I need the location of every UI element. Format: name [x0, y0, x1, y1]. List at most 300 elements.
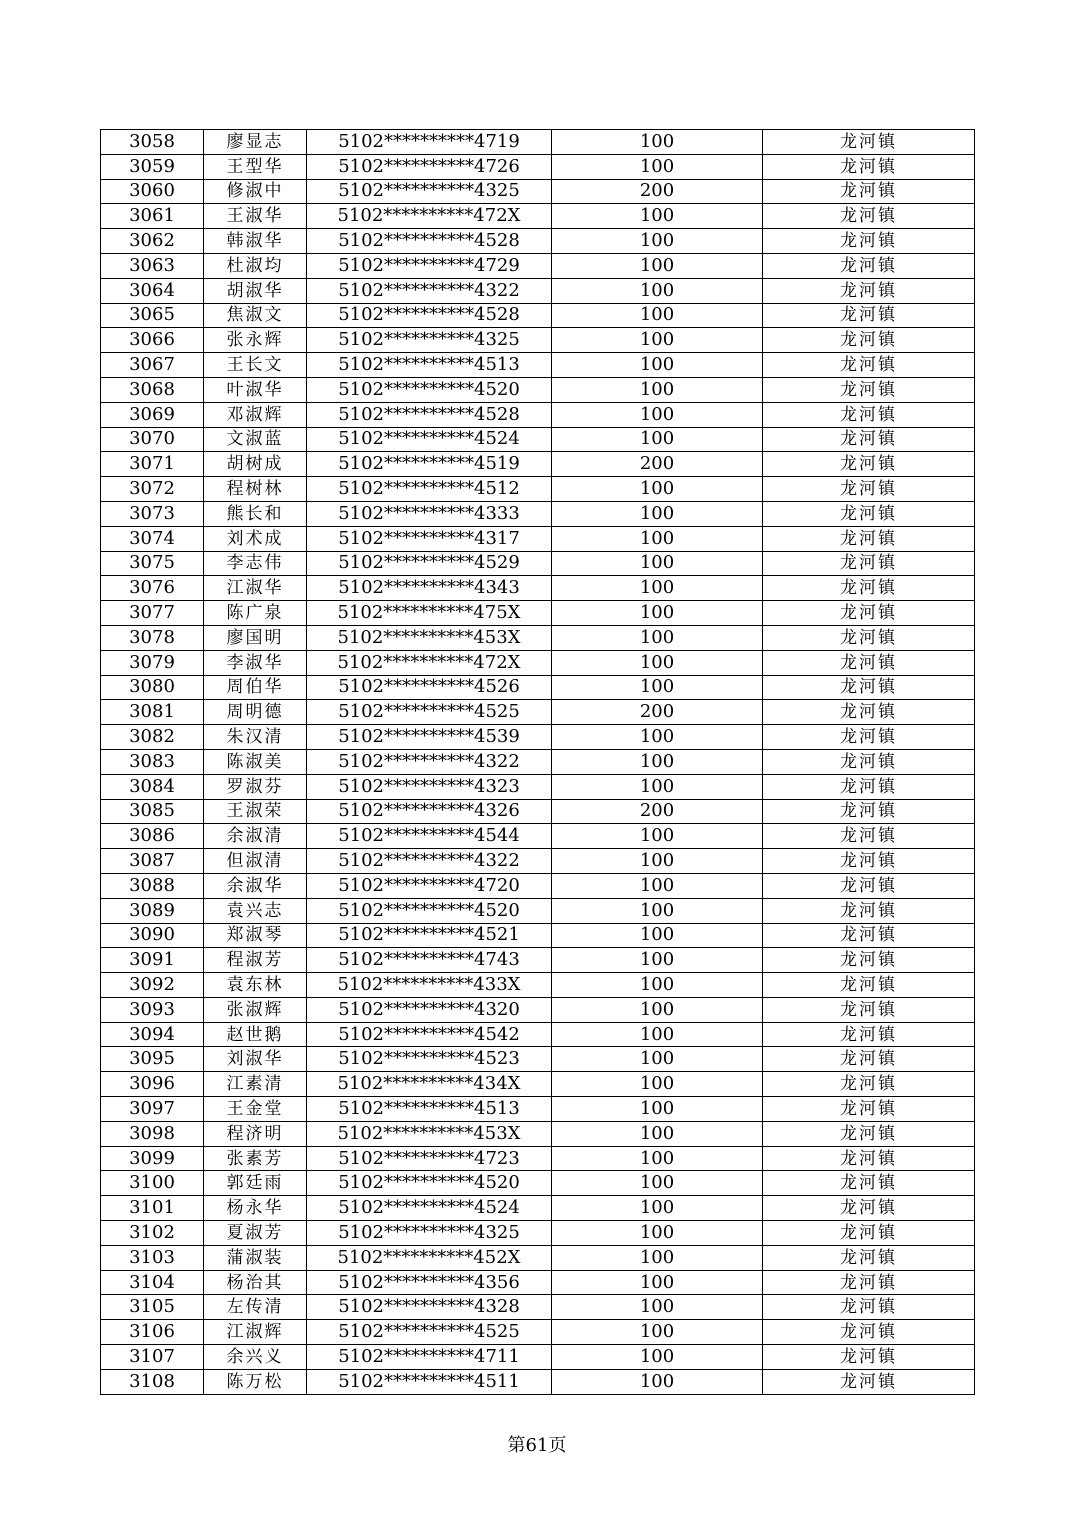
amount-cell: 100	[552, 1171, 763, 1196]
id-number-cell: 5102**********4542	[307, 1022, 552, 1047]
amount-cell: 100	[552, 997, 763, 1022]
name-cell: 张淑辉	[204, 997, 307, 1022]
name-cell: 赵世鹅	[204, 1022, 307, 1047]
table-row	[101, 849, 975, 874]
name-cell: 罗淑芬	[204, 774, 307, 799]
town-cell: 龙河镇	[763, 526, 975, 551]
table-row	[101, 1022, 975, 1047]
row-number-cell: 3060	[101, 179, 204, 204]
id-number-cell: 5102**********4520	[307, 1171, 552, 1196]
name-cell: 王淑华	[204, 204, 307, 229]
town-cell: 龙河镇	[763, 501, 975, 526]
row-number-cell: 3087	[101, 849, 204, 874]
name-cell: 江淑华	[204, 576, 307, 601]
name-cell: 廖国明	[204, 625, 307, 650]
id-number-cell: 5102**********4519	[307, 452, 552, 477]
table-row	[101, 377, 975, 402]
table-row	[101, 1221, 975, 1246]
table-row	[101, 204, 975, 229]
table-row	[101, 353, 975, 378]
row-number-cell: 3078	[101, 625, 204, 650]
amount-cell: 100	[552, 1245, 763, 1270]
town-cell: 龙河镇	[763, 402, 975, 427]
name-cell: 夏淑芳	[204, 1221, 307, 1246]
row-number-cell: 3102	[101, 1221, 204, 1246]
name-cell: 余兴义	[204, 1345, 307, 1370]
table-row	[101, 923, 975, 948]
row-number-cell: 3081	[101, 700, 204, 725]
name-cell: 王淑荣	[204, 799, 307, 824]
table-row	[101, 303, 975, 328]
id-number-cell: 5102**********4513	[307, 353, 552, 378]
table-row	[101, 650, 975, 675]
amount-cell: 100	[552, 650, 763, 675]
name-cell: 修淑中	[204, 179, 307, 204]
amount-cell: 100	[552, 1196, 763, 1221]
table-row	[101, 1121, 975, 1146]
amount-cell: 100	[552, 1221, 763, 1246]
id-number-cell: 5102**********4520	[307, 377, 552, 402]
id-number-cell: 5102**********4343	[307, 576, 552, 601]
amount-cell: 100	[552, 725, 763, 750]
id-number-cell: 5102**********453X	[307, 1121, 552, 1146]
amount-cell: 100	[552, 377, 763, 402]
town-cell: 龙河镇	[763, 799, 975, 824]
id-number-cell: 5102**********4528	[307, 402, 552, 427]
table-row	[101, 725, 975, 750]
id-number-cell: 5102**********4325	[307, 328, 552, 353]
id-number-cell: 5102**********4322	[307, 849, 552, 874]
amount-cell: 100	[552, 278, 763, 303]
town-cell: 龙河镇	[763, 229, 975, 254]
amount-cell: 100	[552, 923, 763, 948]
id-number-cell: 5102**********4322	[307, 278, 552, 303]
table-row	[101, 824, 975, 849]
id-number-cell: 5102**********4511	[307, 1369, 552, 1394]
amount-cell: 200	[552, 452, 763, 477]
amount-cell: 100	[552, 1146, 763, 1171]
amount-cell: 100	[552, 1121, 763, 1146]
id-number-cell: 5102**********472X	[307, 650, 552, 675]
town-cell: 龙河镇	[763, 576, 975, 601]
row-number-cell: 3065	[101, 303, 204, 328]
amount-cell: 100	[552, 328, 763, 353]
row-number-cell: 3066	[101, 328, 204, 353]
amount-cell: 100	[552, 477, 763, 502]
town-cell: 龙河镇	[763, 1345, 975, 1370]
table-row	[101, 576, 975, 601]
town-cell: 龙河镇	[763, 824, 975, 849]
table-row	[101, 1196, 975, 1221]
town-cell: 龙河镇	[763, 204, 975, 229]
table-row	[101, 1047, 975, 1072]
row-number-cell: 3077	[101, 601, 204, 626]
town-cell: 龙河镇	[763, 1072, 975, 1097]
table-row	[101, 452, 975, 477]
row-number-cell: 3083	[101, 749, 204, 774]
name-cell: 郭廷雨	[204, 1171, 307, 1196]
id-number-cell: 5102**********452X	[307, 1245, 552, 1270]
id-number-cell: 5102**********4726	[307, 154, 552, 179]
id-number-cell: 5102**********4356	[307, 1270, 552, 1295]
table-row	[101, 749, 975, 774]
row-number-cell: 3097	[101, 1097, 204, 1122]
amount-cell: 100	[552, 824, 763, 849]
amount-cell: 100	[552, 526, 763, 551]
town-cell: 龙河镇	[763, 328, 975, 353]
town-cell: 龙河镇	[763, 353, 975, 378]
amount-cell: 100	[552, 873, 763, 898]
id-number-cell: 5102**********4323	[307, 774, 552, 799]
town-cell: 龙河镇	[763, 923, 975, 948]
name-cell: 杨永华	[204, 1196, 307, 1221]
town-cell: 龙河镇	[763, 1320, 975, 1345]
town-cell: 龙河镇	[763, 477, 975, 502]
id-number-cell: 5102**********4524	[307, 1196, 552, 1221]
name-cell: 程淑芳	[204, 948, 307, 973]
amount-cell: 100	[552, 1345, 763, 1370]
amount-cell: 100	[552, 303, 763, 328]
amount-cell: 100	[552, 427, 763, 452]
row-number-cell: 3093	[101, 997, 204, 1022]
row-number-cell: 3063	[101, 253, 204, 278]
name-cell: 焦淑文	[204, 303, 307, 328]
town-cell: 龙河镇	[763, 898, 975, 923]
row-number-cell: 3076	[101, 576, 204, 601]
name-cell: 刘淑华	[204, 1047, 307, 1072]
row-number-cell: 3094	[101, 1022, 204, 1047]
id-number-cell: 5102**********4539	[307, 725, 552, 750]
amount-cell: 100	[552, 130, 763, 155]
name-cell: 刘术成	[204, 526, 307, 551]
table-row	[101, 873, 975, 898]
name-cell: 廖显志	[204, 130, 307, 155]
row-number-cell: 3069	[101, 402, 204, 427]
row-number-cell: 3070	[101, 427, 204, 452]
table-row	[101, 973, 975, 998]
table-row	[101, 328, 975, 353]
page-number: 第61页	[507, 1435, 567, 1456]
table-row	[101, 253, 975, 278]
table-row	[101, 1072, 975, 1097]
amount-cell: 100	[552, 1369, 763, 1394]
name-cell: 蒲淑装	[204, 1245, 307, 1270]
id-number-cell: 5102**********4729	[307, 253, 552, 278]
name-cell: 文淑蓝	[204, 427, 307, 452]
town-cell: 龙河镇	[763, 1221, 975, 1246]
id-number-cell: 5102**********4723	[307, 1146, 552, 1171]
row-number-cell: 3096	[101, 1072, 204, 1097]
amount-cell: 200	[552, 700, 763, 725]
id-number-cell: 5102**********4520	[307, 898, 552, 923]
name-cell: 郑淑琴	[204, 923, 307, 948]
row-number-cell: 3100	[101, 1171, 204, 1196]
amount-cell: 100	[552, 253, 763, 278]
row-number-cell: 3086	[101, 824, 204, 849]
row-number-cell: 3106	[101, 1320, 204, 1345]
name-cell: 邓淑辉	[204, 402, 307, 427]
id-number-cell: 5102**********434X	[307, 1072, 552, 1097]
name-cell: 朱汉清	[204, 725, 307, 750]
table-row	[101, 948, 975, 973]
amount-cell: 100	[552, 353, 763, 378]
amount-cell: 100	[552, 576, 763, 601]
row-number-cell: 3090	[101, 923, 204, 948]
name-cell: 周明德	[204, 700, 307, 725]
table-row	[101, 278, 975, 303]
table-row	[101, 1097, 975, 1122]
row-number-cell: 3080	[101, 675, 204, 700]
amount-cell: 200	[552, 179, 763, 204]
records-table-body	[101, 130, 975, 1395]
row-number-cell: 3061	[101, 204, 204, 229]
row-number-cell: 3075	[101, 551, 204, 576]
amount-cell: 100	[552, 1320, 763, 1345]
name-cell: 张永辉	[204, 328, 307, 353]
row-number-cell: 3108	[101, 1369, 204, 1394]
table-row	[101, 1295, 975, 1320]
amount-cell: 100	[552, 501, 763, 526]
id-number-cell: 5102**********4525	[307, 1320, 552, 1345]
name-cell: 江淑辉	[204, 1320, 307, 1345]
row-number-cell: 3072	[101, 477, 204, 502]
name-cell: 陈淑美	[204, 749, 307, 774]
id-number-cell: 5102**********4743	[307, 948, 552, 973]
row-number-cell: 3089	[101, 898, 204, 923]
id-number-cell: 5102**********4711	[307, 1345, 552, 1370]
amount-cell: 100	[552, 1295, 763, 1320]
table-row	[101, 402, 975, 427]
name-cell: 杜淑均	[204, 253, 307, 278]
table-row	[101, 1270, 975, 1295]
table-row	[101, 625, 975, 650]
town-cell: 龙河镇	[763, 973, 975, 998]
amount-cell: 100	[552, 1072, 763, 1097]
amount-cell: 100	[552, 551, 763, 576]
town-cell: 龙河镇	[763, 700, 975, 725]
name-cell: 韩淑华	[204, 229, 307, 254]
amount-cell: 100	[552, 1097, 763, 1122]
town-cell: 龙河镇	[763, 1171, 975, 1196]
table-row	[101, 154, 975, 179]
town-cell: 龙河镇	[763, 551, 975, 576]
id-number-cell: 5102**********4720	[307, 873, 552, 898]
name-cell: 余淑华	[204, 873, 307, 898]
name-cell: 袁兴志	[204, 898, 307, 923]
name-cell: 叶淑华	[204, 377, 307, 402]
row-number-cell: 3058	[101, 130, 204, 155]
name-cell: 胡树成	[204, 452, 307, 477]
id-number-cell: 5102**********4526	[307, 675, 552, 700]
id-number-cell: 5102**********4544	[307, 824, 552, 849]
id-number-cell: 5102**********4525	[307, 700, 552, 725]
name-cell: 江素清	[204, 1072, 307, 1097]
table-row	[101, 774, 975, 799]
id-number-cell: 5102**********4512	[307, 477, 552, 502]
amount-cell: 100	[552, 849, 763, 874]
row-number-cell: 3095	[101, 1047, 204, 1072]
id-number-cell: 5102**********4317	[307, 526, 552, 551]
id-number-cell: 5102**********4528	[307, 303, 552, 328]
town-cell: 龙河镇	[763, 675, 975, 700]
amount-cell: 100	[552, 1022, 763, 1047]
name-cell: 张素芳	[204, 1146, 307, 1171]
town-cell: 龙河镇	[763, 873, 975, 898]
town-cell: 龙河镇	[763, 625, 975, 650]
id-number-cell: 5102**********4320	[307, 997, 552, 1022]
amount-cell: 100	[552, 774, 763, 799]
town-cell: 龙河镇	[763, 377, 975, 402]
amount-cell: 200	[552, 799, 763, 824]
name-cell: 王长文	[204, 353, 307, 378]
amount-cell: 100	[552, 1270, 763, 1295]
town-cell: 龙河镇	[763, 1196, 975, 1221]
id-number-cell: 5102**********453X	[307, 625, 552, 650]
row-number-cell: 3073	[101, 501, 204, 526]
name-cell: 程济明	[204, 1121, 307, 1146]
name-cell: 熊长和	[204, 501, 307, 526]
table-row	[101, 526, 975, 551]
row-number-cell: 3064	[101, 278, 204, 303]
id-number-cell: 5102**********4528	[307, 229, 552, 254]
id-number-cell: 5102**********4325	[307, 1221, 552, 1246]
id-number-cell: 5102**********4328	[307, 1295, 552, 1320]
row-number-cell: 3107	[101, 1345, 204, 1370]
id-number-cell: 5102**********4719	[307, 130, 552, 155]
amount-cell: 100	[552, 154, 763, 179]
id-number-cell: 5102**********4523	[307, 1047, 552, 1072]
town-cell: 龙河镇	[763, 601, 975, 626]
table-row	[101, 700, 975, 725]
amount-cell: 100	[552, 204, 763, 229]
amount-cell: 100	[552, 1047, 763, 1072]
town-cell: 龙河镇	[763, 1047, 975, 1072]
row-number-cell: 3079	[101, 650, 204, 675]
name-cell: 杨治其	[204, 1270, 307, 1295]
amount-cell: 100	[552, 625, 763, 650]
town-cell: 龙河镇	[763, 1245, 975, 1270]
row-number-cell: 3085	[101, 799, 204, 824]
name-cell: 左传清	[204, 1295, 307, 1320]
id-number-cell: 5102**********4529	[307, 551, 552, 576]
amount-cell: 100	[552, 973, 763, 998]
amount-cell: 100	[552, 601, 763, 626]
row-number-cell: 3092	[101, 973, 204, 998]
town-cell: 龙河镇	[763, 774, 975, 799]
id-number-cell: 5102**********4322	[307, 749, 552, 774]
table-row	[101, 229, 975, 254]
amount-cell: 100	[552, 402, 763, 427]
table-row	[101, 477, 975, 502]
row-number-cell: 3068	[101, 377, 204, 402]
table-row	[101, 1320, 975, 1345]
town-cell: 龙河镇	[763, 179, 975, 204]
name-cell: 余淑清	[204, 824, 307, 849]
row-number-cell: 3091	[101, 948, 204, 973]
name-cell: 李志伟	[204, 551, 307, 576]
table-row	[101, 1245, 975, 1270]
table-row	[101, 1146, 975, 1171]
row-number-cell: 3105	[101, 1295, 204, 1320]
id-number-cell: 5102**********4513	[307, 1097, 552, 1122]
id-number-cell: 5102**********472X	[307, 204, 552, 229]
row-number-cell: 3084	[101, 774, 204, 799]
table-row	[101, 501, 975, 526]
row-number-cell: 3059	[101, 154, 204, 179]
name-cell: 李淑华	[204, 650, 307, 675]
name-cell: 胡淑华	[204, 278, 307, 303]
name-cell: 程树林	[204, 477, 307, 502]
table-row	[101, 1171, 975, 1196]
id-number-cell: 5102**********4326	[307, 799, 552, 824]
table-row	[101, 130, 975, 155]
town-cell: 龙河镇	[763, 1121, 975, 1146]
table-row	[101, 1345, 975, 1370]
records-table	[100, 129, 975, 1395]
row-number-cell: 3088	[101, 873, 204, 898]
row-number-cell: 3104	[101, 1270, 204, 1295]
id-number-cell: 5102**********433X	[307, 973, 552, 998]
name-cell: 袁东林	[204, 973, 307, 998]
id-number-cell: 5102**********4325	[307, 179, 552, 204]
row-number-cell: 3103	[101, 1245, 204, 1270]
table-row	[101, 799, 975, 824]
table-row	[101, 1369, 975, 1394]
amount-cell: 100	[552, 749, 763, 774]
town-cell: 龙河镇	[763, 253, 975, 278]
id-number-cell: 5102**********4521	[307, 923, 552, 948]
name-cell: 陈广泉	[204, 601, 307, 626]
row-number-cell: 3071	[101, 452, 204, 477]
town-cell: 龙河镇	[763, 1369, 975, 1394]
name-cell: 王型华	[204, 154, 307, 179]
id-number-cell: 5102**********4333	[307, 501, 552, 526]
name-cell: 周伯华	[204, 675, 307, 700]
amount-cell: 100	[552, 898, 763, 923]
id-number-cell: 5102**********475X	[307, 601, 552, 626]
town-cell: 龙河镇	[763, 849, 975, 874]
town-cell: 龙河镇	[763, 278, 975, 303]
name-cell: 陈万松	[204, 1369, 307, 1394]
id-number-cell: 5102**********4524	[307, 427, 552, 452]
amount-cell: 100	[552, 675, 763, 700]
town-cell: 龙河镇	[763, 452, 975, 477]
row-number-cell: 3062	[101, 229, 204, 254]
town-cell: 龙河镇	[763, 650, 975, 675]
town-cell: 龙河镇	[763, 303, 975, 328]
town-cell: 龙河镇	[763, 1270, 975, 1295]
row-number-cell: 3098	[101, 1121, 204, 1146]
town-cell: 龙河镇	[763, 1097, 975, 1122]
row-number-cell: 3082	[101, 725, 204, 750]
town-cell: 龙河镇	[763, 997, 975, 1022]
table-row	[101, 601, 975, 626]
name-cell: 但淑清	[204, 849, 307, 874]
row-number-cell: 3099	[101, 1146, 204, 1171]
town-cell: 龙河镇	[763, 1295, 975, 1320]
town-cell: 龙河镇	[763, 948, 975, 973]
town-cell: 龙河镇	[763, 1146, 975, 1171]
town-cell: 龙河镇	[763, 749, 975, 774]
town-cell: 龙河镇	[763, 1022, 975, 1047]
table-row	[101, 675, 975, 700]
row-number-cell: 3101	[101, 1196, 204, 1221]
table-row	[101, 997, 975, 1022]
town-cell: 龙河镇	[763, 154, 975, 179]
row-number-cell: 3067	[101, 353, 204, 378]
table-row	[101, 427, 975, 452]
town-cell: 龙河镇	[763, 725, 975, 750]
